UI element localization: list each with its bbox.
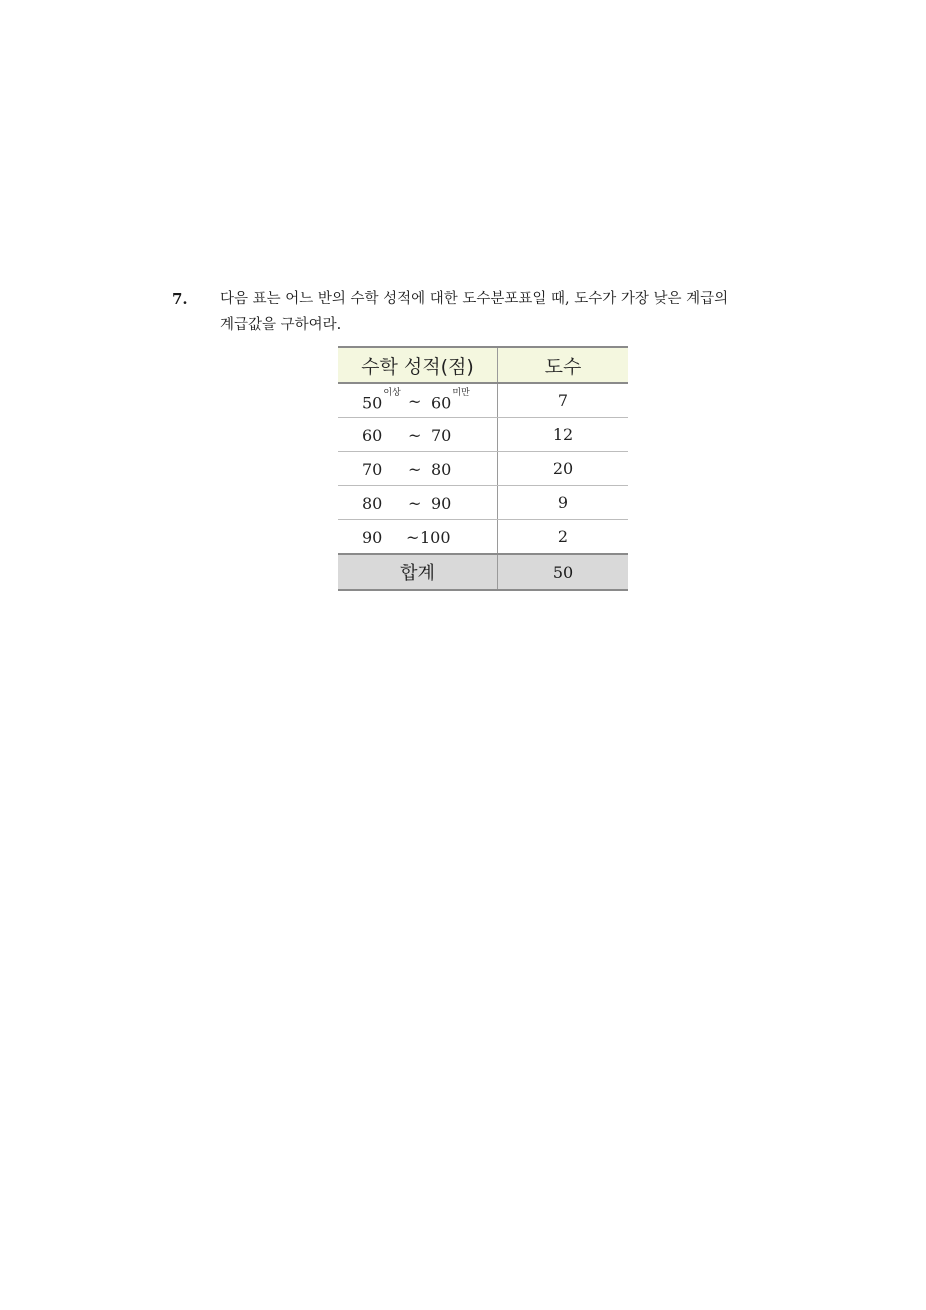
range-lower: 80 <box>362 494 383 513</box>
score-range <box>338 486 497 519</box>
range-lower: 70 <box>362 460 383 479</box>
range-upper: 100 <box>420 528 451 547</box>
range-upper: 70 <box>431 426 452 445</box>
unit-lower-label: 미만 <box>452 388 470 398</box>
problem-number: 7. <box>172 290 188 308</box>
score-range <box>338 384 497 417</box>
frequency-cell: 7 <box>498 383 629 418</box>
range-tilde: ~ <box>408 392 422 411</box>
range-lower: 60 <box>362 426 383 445</box>
frequency-cell: 12 <box>498 418 629 452</box>
question-line-2: 계급값을 구하여라. <box>220 317 342 333</box>
range-upper: 80 <box>431 460 452 479</box>
table-row <box>338 418 628 452</box>
range-tilde: ~ <box>408 426 422 445</box>
table-header-row <box>338 347 628 383</box>
table-row <box>338 452 628 486</box>
range-upper: 60 <box>431 393 452 413</box>
range-upper: 90 <box>431 494 452 513</box>
total-row <box>338 554 628 590</box>
frequency-cell: 2 <box>498 520 629 555</box>
frequency-cell: 9 <box>498 486 629 520</box>
range-tilde: ~ <box>408 494 422 513</box>
score-range <box>338 520 497 553</box>
total-value: 50 <box>498 554 629 590</box>
header-frequency: 도수 <box>498 347 629 383</box>
frequency-distribution-table <box>338 346 628 591</box>
question-line-1: 다음 표는 어느 반의 수학 성적에 대한 도수분포표일 때, 도수가 가장 낮은 계급의 <box>220 291 729 307</box>
score-range <box>338 418 497 451</box>
frequency-cell: 20 <box>498 452 629 486</box>
range-tilde: ~ <box>408 460 422 479</box>
range-lower: 90 <box>362 528 383 547</box>
header-score: 수학 성적(점) <box>338 347 498 383</box>
total-label: 합계 <box>338 554 498 590</box>
range-lower: 50 <box>362 393 383 413</box>
table-row <box>338 520 628 555</box>
unit-upper-label: 이상 <box>383 388 401 398</box>
problem-question <box>220 286 780 338</box>
range-tilde: ~ <box>406 528 420 547</box>
table-row <box>338 383 628 418</box>
score-range <box>338 452 497 485</box>
table-row <box>338 486 628 520</box>
